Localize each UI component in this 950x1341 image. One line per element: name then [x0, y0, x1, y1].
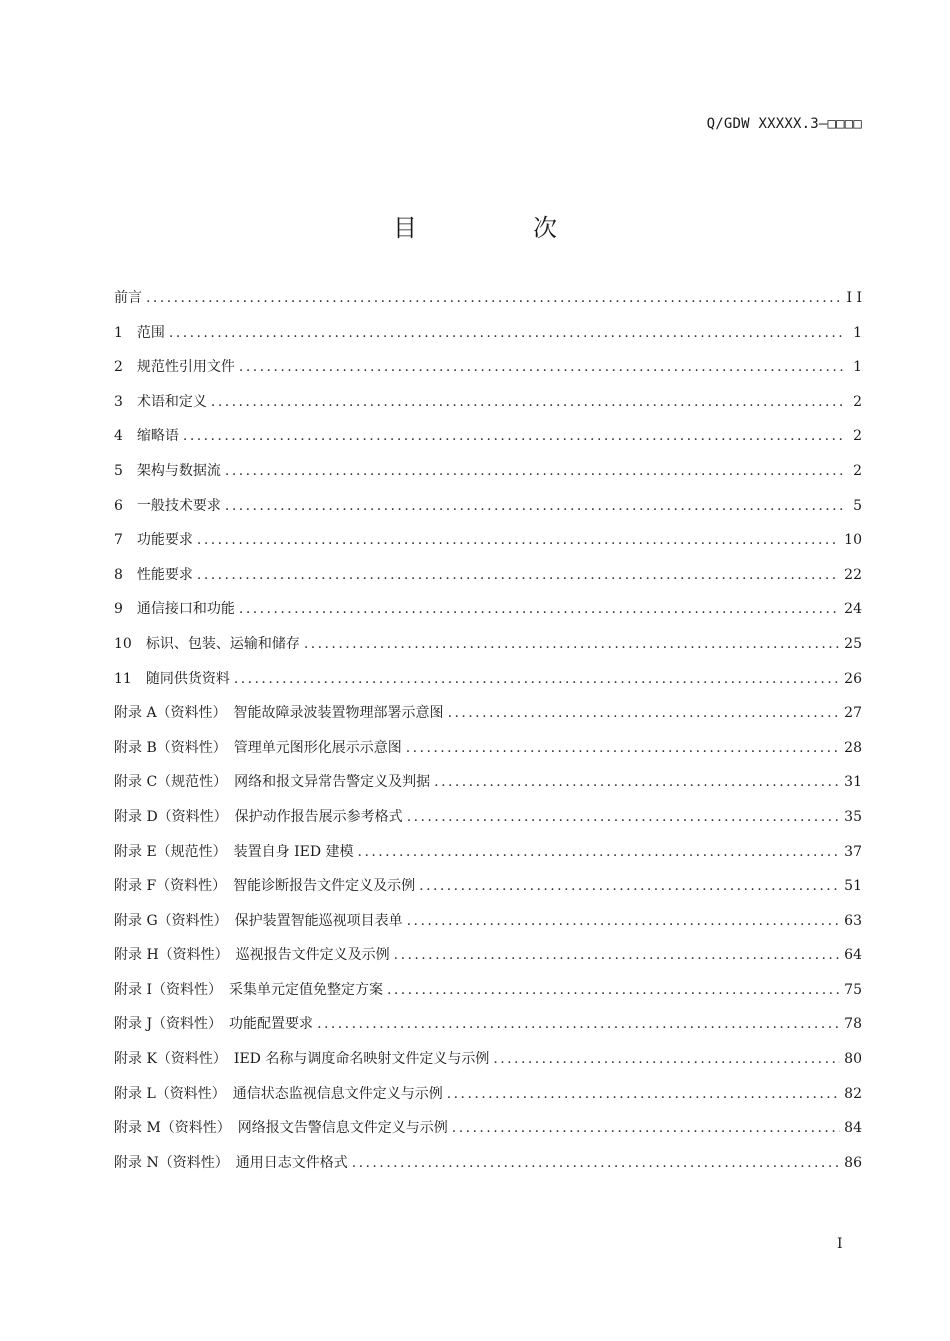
toc-dot-leader — [225, 457, 844, 485]
toc-entry-page[interactable]: 63 — [844, 912, 862, 929]
toc-entry[interactable] — [114, 976, 862, 1011]
toc-entry-label[interactable]: 附录 L（资料性） 通信状态监视信息文件定义与示例 — [114, 1085, 443, 1102]
toc-dot-leader — [394, 941, 841, 969]
toc-dot-leader — [211, 388, 844, 416]
toc-entry-label[interactable]: 附录 N（资料性） 通用日志文件格式 — [114, 1154, 348, 1171]
toc-entry-page[interactable]: 2 — [853, 462, 862, 479]
toc-entry-label[interactable]: 附录 C（规范性） 网络和报文异常告警定义及判据 — [114, 774, 431, 791]
toc-entry[interactable] — [114, 699, 862, 734]
toc-entry-page[interactable]: 86 — [844, 1154, 862, 1171]
toc-entry[interactable] — [114, 457, 862, 492]
toc-entry-label[interactable]: 附录 E（规范性） 装置自身 IED 建模 — [114, 843, 354, 860]
toc-entry-page[interactable]: 51 — [844, 878, 862, 895]
toc-entry-label[interactable]: 9 通信接口和功能 — [114, 601, 235, 618]
toc-entry-page[interactable]: I I — [846, 290, 862, 306]
toc-entry-label[interactable]: 附录 B（资料性） 管理单元图形化展示示意图 — [114, 739, 402, 756]
toc-title: 目 次 — [393, 214, 603, 242]
toc-entry-page[interactable]: 31 — [844, 774, 862, 791]
toc-dot-leader — [452, 1114, 840, 1142]
toc-entry-page[interactable]: 64 — [844, 947, 862, 964]
toc-dot-leader — [169, 319, 844, 347]
toc-entry[interactable] — [114, 388, 862, 423]
table-of-contents — [114, 284, 862, 1183]
toc-dot-leader — [352, 1149, 840, 1177]
toc-entry[interactable] — [114, 872, 862, 907]
toc-dot-leader — [493, 1045, 840, 1073]
toc-dot-leader — [239, 353, 844, 381]
toc-entry-page[interactable]: 35 — [844, 808, 862, 825]
toc-dot-leader — [239, 595, 840, 623]
toc-entry[interactable] — [114, 734, 862, 769]
toc-dot-leader — [234, 665, 840, 693]
toc-entry-label[interactable]: 5 架构与数据流 — [114, 462, 221, 479]
toc-entry-page[interactable]: 26 — [844, 670, 862, 687]
toc-entry-label[interactable]: 4 缩略语 — [114, 428, 179, 445]
toc-entry-label[interactable]: 11 随同供货资料 — [114, 670, 230, 687]
toc-dot-leader — [387, 976, 840, 1004]
toc-dot-leader — [358, 838, 841, 866]
toc-entry-label[interactable]: 3 术语和定义 — [114, 393, 207, 410]
toc-entry-page[interactable]: 5 — [853, 497, 862, 514]
toc-dot-leader — [146, 284, 842, 312]
toc-entry-page[interactable]: 37 — [844, 843, 862, 860]
toc-dot-leader — [317, 1010, 840, 1038]
toc-entry[interactable] — [114, 561, 862, 596]
toc-entry-page[interactable]: 80 — [844, 1051, 862, 1068]
toc-entry-page[interactable]: 2 — [853, 393, 862, 410]
toc-entry[interactable] — [114, 630, 862, 665]
toc-entry-label[interactable]: 附录 J（资料性） 功能配置要求 — [114, 1016, 314, 1033]
toc-entry[interactable] — [114, 1149, 862, 1184]
toc-entry-label[interactable]: 7 功能要求 — [114, 532, 193, 549]
toc-entry-label[interactable]: 附录 M（资料性） 网络报文告警信息文件定义与示例 — [114, 1120, 448, 1137]
toc-entry-label[interactable]: 6 一般技术要求 — [114, 497, 221, 514]
toc-entry-label[interactable]: 2 规范性引用文件 — [114, 359, 235, 376]
toc-entry-label[interactable]: 附录 K（资料性） IED 名称与调度命名映射文件定义与示例 — [114, 1051, 490, 1068]
toc-entry-page[interactable]: 25 — [844, 635, 862, 652]
toc-entry-label[interactable]: 附录 F（资料性） 智能诊断报告文件定义及示例 — [114, 878, 416, 895]
toc-dot-leader — [407, 803, 840, 831]
toc-entry-page[interactable]: 2 — [853, 428, 862, 445]
toc-entry-page[interactable]: 82 — [844, 1085, 862, 1102]
page-number: I — [837, 1236, 843, 1252]
toc-entry[interactable] — [114, 526, 862, 561]
document-code: Q/GDW XXXXX.3—□□□□ — [706, 116, 862, 132]
toc-entry-page[interactable]: 84 — [844, 1120, 862, 1137]
toc-entry-page[interactable]: 10 — [844, 532, 862, 549]
toc-entry-label[interactable]: 附录 D（资料性） 保护动作报告展示参考格式 — [114, 808, 403, 825]
toc-entry-page[interactable]: 22 — [844, 566, 862, 583]
toc-entry-page[interactable]: 78 — [844, 1016, 862, 1033]
toc-entry[interactable] — [114, 595, 862, 630]
toc-entry[interactable] — [114, 907, 862, 942]
toc-entry[interactable] — [114, 1080, 862, 1115]
toc-entry[interactable] — [114, 941, 862, 976]
toc-entry[interactable] — [114, 1010, 862, 1045]
toc-dot-leader — [434, 768, 840, 796]
toc-entry-page[interactable]: 27 — [844, 705, 862, 722]
toc-entry-page[interactable]: 1 — [853, 359, 862, 376]
toc-dot-leader — [406, 734, 840, 762]
toc-entry[interactable] — [114, 492, 862, 527]
toc-entry[interactable] — [114, 838, 862, 873]
toc-entry-label[interactable]: 附录 I（资料性） 采集单元定值免整定方案 — [114, 981, 383, 998]
toc-dot-leader — [183, 422, 844, 450]
toc-entry[interactable] — [114, 1045, 862, 1080]
toc-dot-leader — [225, 492, 844, 520]
toc-entry[interactable] — [114, 803, 862, 838]
toc-entry[interactable] — [114, 665, 862, 700]
toc-dot-leader — [304, 630, 840, 658]
toc-entry-label[interactable]: 10 标识、包装、运输和储存 — [114, 635, 300, 652]
toc-entry[interactable] — [114, 422, 862, 457]
toc-entry-label[interactable]: 附录 G（资料性） 保护装置智能巡视项目表单 — [114, 912, 403, 929]
toc-entry[interactable] — [114, 319, 862, 354]
toc-dot-leader — [407, 907, 841, 935]
toc-entry-label[interactable]: 附录 H（资料性） 巡视报告文件定义及示例 — [114, 947, 390, 964]
toc-entry[interactable] — [114, 1114, 862, 1149]
toc-entry-label[interactable]: 8 性能要求 — [114, 566, 193, 583]
toc-dot-leader — [448, 699, 841, 727]
toc-dot-leader — [447, 1080, 840, 1108]
toc-dot-leader — [197, 561, 840, 589]
toc-entry[interactable] — [114, 284, 862, 319]
toc-entry[interactable] — [114, 768, 862, 803]
toc-entry-label[interactable]: 前言 — [114, 290, 142, 306]
toc-entry-page[interactable]: 75 — [844, 981, 862, 998]
toc-dot-leader — [197, 526, 840, 554]
toc-dot-leader — [419, 872, 840, 900]
toc-entry-page[interactable]: 28 — [844, 739, 862, 756]
toc-entry-page[interactable]: 24 — [844, 601, 862, 618]
toc-entry[interactable] — [114, 353, 862, 388]
toc-entry-label[interactable]: 附录 A（资料性） 智能故障录波装置物理部署示意图 — [114, 705, 444, 722]
toc-entry-label[interactable]: 1 范围 — [114, 324, 165, 341]
toc-entry-page[interactable]: 1 — [853, 324, 862, 341]
